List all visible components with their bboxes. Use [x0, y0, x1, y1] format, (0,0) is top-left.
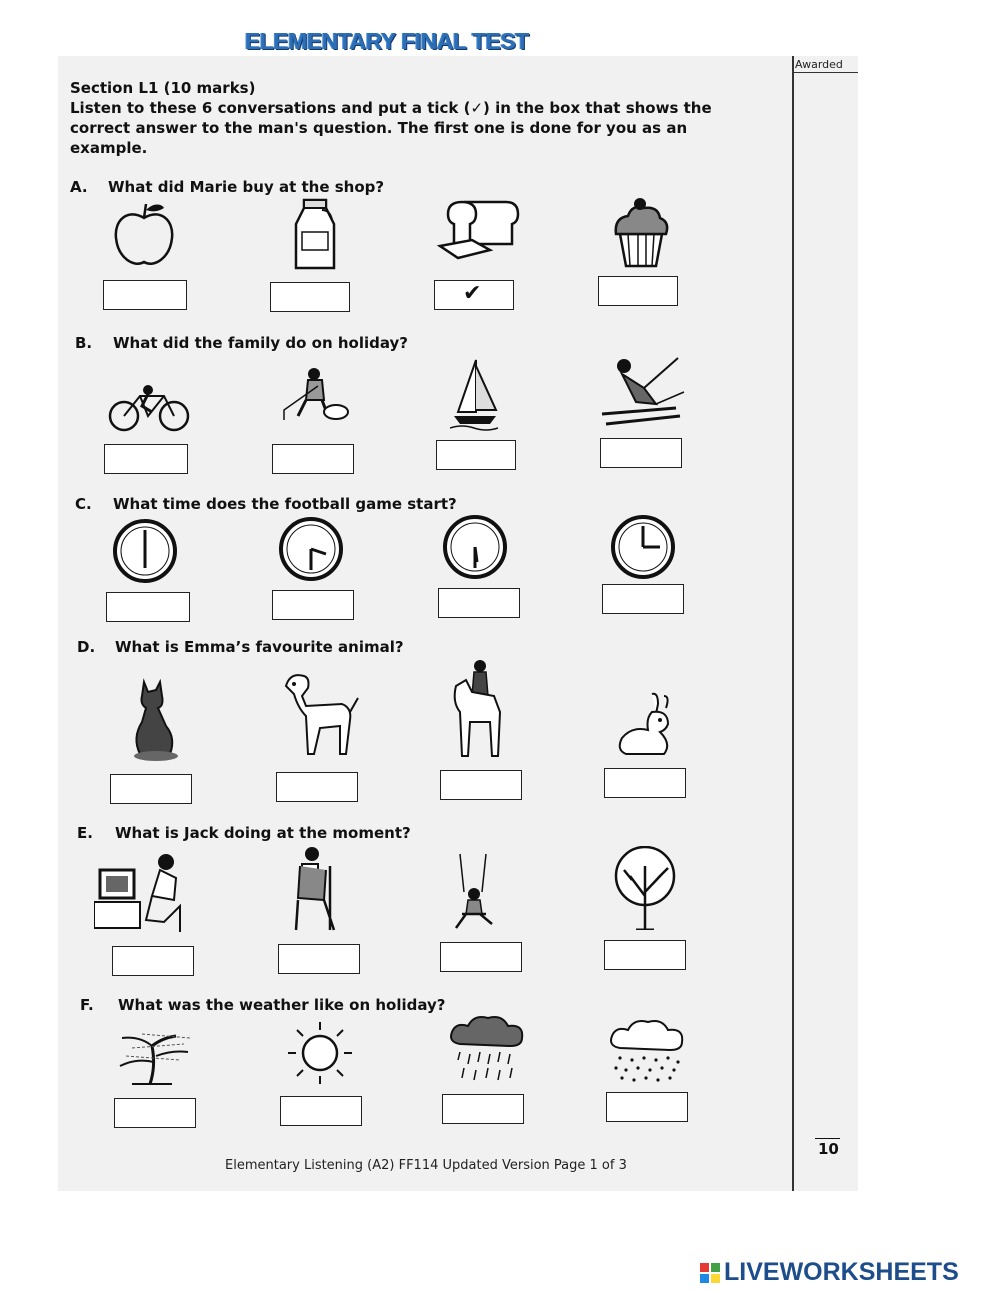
answer-box-e2[interactable]	[278, 944, 360, 974]
milk-bottle-picture	[290, 196, 340, 274]
question-letter: F.	[80, 996, 94, 1014]
cat-picture	[130, 676, 182, 762]
answer-box-d4[interactable]	[604, 768, 686, 798]
answer-box-d3[interactable]	[440, 770, 522, 800]
score-rule	[815, 1138, 840, 1139]
question-b	[75, 334, 408, 352]
horse-picture	[450, 656, 508, 760]
question-e	[77, 824, 411, 842]
question-text: What time does the football game start?	[113, 495, 457, 513]
question-text: What is Jack doing at the moment?	[115, 824, 411, 842]
sailing-picture	[450, 356, 500, 432]
answer-box-f1[interactable]	[114, 1098, 196, 1128]
question-d	[77, 638, 404, 656]
answer-box-a1[interactable]	[103, 280, 187, 310]
answer-box-e1[interactable]	[112, 946, 194, 976]
section-title: Section L1 (10 marks)	[70, 79, 256, 97]
answer-box-e4[interactable]	[604, 940, 686, 970]
section-header	[70, 78, 760, 158]
page-footer: Elementary Listening (A2) FF114 Updated Version Page 1 of 3	[225, 1158, 627, 1173]
answer-box-d2[interactable]	[276, 772, 358, 802]
windy-picture	[112, 1026, 192, 1086]
question-text: What was the weather like on holiday?	[118, 996, 446, 1014]
rainy-picture	[446, 1014, 528, 1086]
question-text: What did the family do on holiday?	[113, 334, 408, 352]
answer-box-e3[interactable]	[440, 942, 522, 972]
answer-box-c2[interactable]	[272, 590, 354, 620]
question-c	[75, 495, 457, 513]
total-score: 10	[818, 1140, 839, 1158]
question-text: What did Marie buy at the shop?	[108, 178, 385, 196]
page-title: ELEMENTARY FINAL TEST	[245, 28, 529, 54]
section-instructions: Listen to these 6 conversations and put a tick (✓) in the box that shows the correct answer to the man's question. The first one is done for you as an example.	[70, 99, 712, 157]
swinging-picture	[448, 852, 498, 932]
bread-picture	[432, 196, 520, 260]
question-letter: E.	[77, 824, 93, 842]
question-a	[70, 178, 384, 196]
awarded-label: Awarded	[795, 58, 843, 71]
clock-half-past-six	[442, 514, 508, 580]
answer-box-c3[interactable]	[438, 588, 520, 618]
sunny-picture	[282, 1020, 358, 1086]
tick-mark: ✔	[463, 281, 482, 306]
answer-box-b3[interactable]	[436, 440, 516, 470]
answer-box-c4[interactable]	[602, 584, 684, 614]
dog-picture	[280, 668, 360, 758]
computer-picture	[94, 852, 210, 936]
answer-box-f3[interactable]	[442, 1094, 524, 1124]
question-text: What is Emma’s favourite animal?	[115, 638, 404, 656]
question-f	[80, 996, 446, 1014]
answer-box-a3[interactable]	[434, 280, 514, 310]
answer-box-b4[interactable]	[600, 438, 682, 468]
cupcake-picture	[610, 194, 672, 270]
question-letter: D.	[77, 638, 96, 656]
skiing-picture	[596, 352, 688, 432]
tree-picture	[610, 846, 680, 930]
awarded-divider	[792, 72, 858, 73]
question-letter: B.	[75, 334, 93, 352]
answer-box-a2[interactable]	[270, 282, 350, 312]
reading-picture	[286, 846, 352, 934]
apple-picture	[108, 200, 180, 270]
snowy-picture	[606, 1018, 686, 1086]
liveworksheets-logo-icon	[700, 1263, 720, 1283]
answer-box-a4[interactable]	[598, 276, 678, 306]
fishing-picture	[278, 366, 350, 422]
answer-box-b1[interactable]	[104, 444, 188, 474]
answer-box-c1[interactable]	[106, 592, 190, 622]
bicycle-picture	[108, 382, 190, 432]
awarded-column-rule	[792, 56, 794, 1191]
brand-name: LIVEWORKSHEETS	[724, 1258, 959, 1286]
answer-box-f2[interactable]	[280, 1096, 362, 1126]
answer-box-d1[interactable]	[110, 774, 192, 804]
clock-six-oclock	[112, 518, 178, 584]
liveworksheets-brand[interactable]	[700, 1258, 959, 1287]
answer-box-b2[interactable]	[272, 444, 354, 474]
question-letter: C.	[75, 495, 92, 513]
clock-half-past-three	[278, 516, 344, 582]
answer-box-f4[interactable]	[606, 1092, 688, 1122]
rabbit-picture	[612, 690, 678, 760]
clock-three-oclock	[610, 514, 676, 580]
question-letter: A.	[70, 178, 88, 196]
